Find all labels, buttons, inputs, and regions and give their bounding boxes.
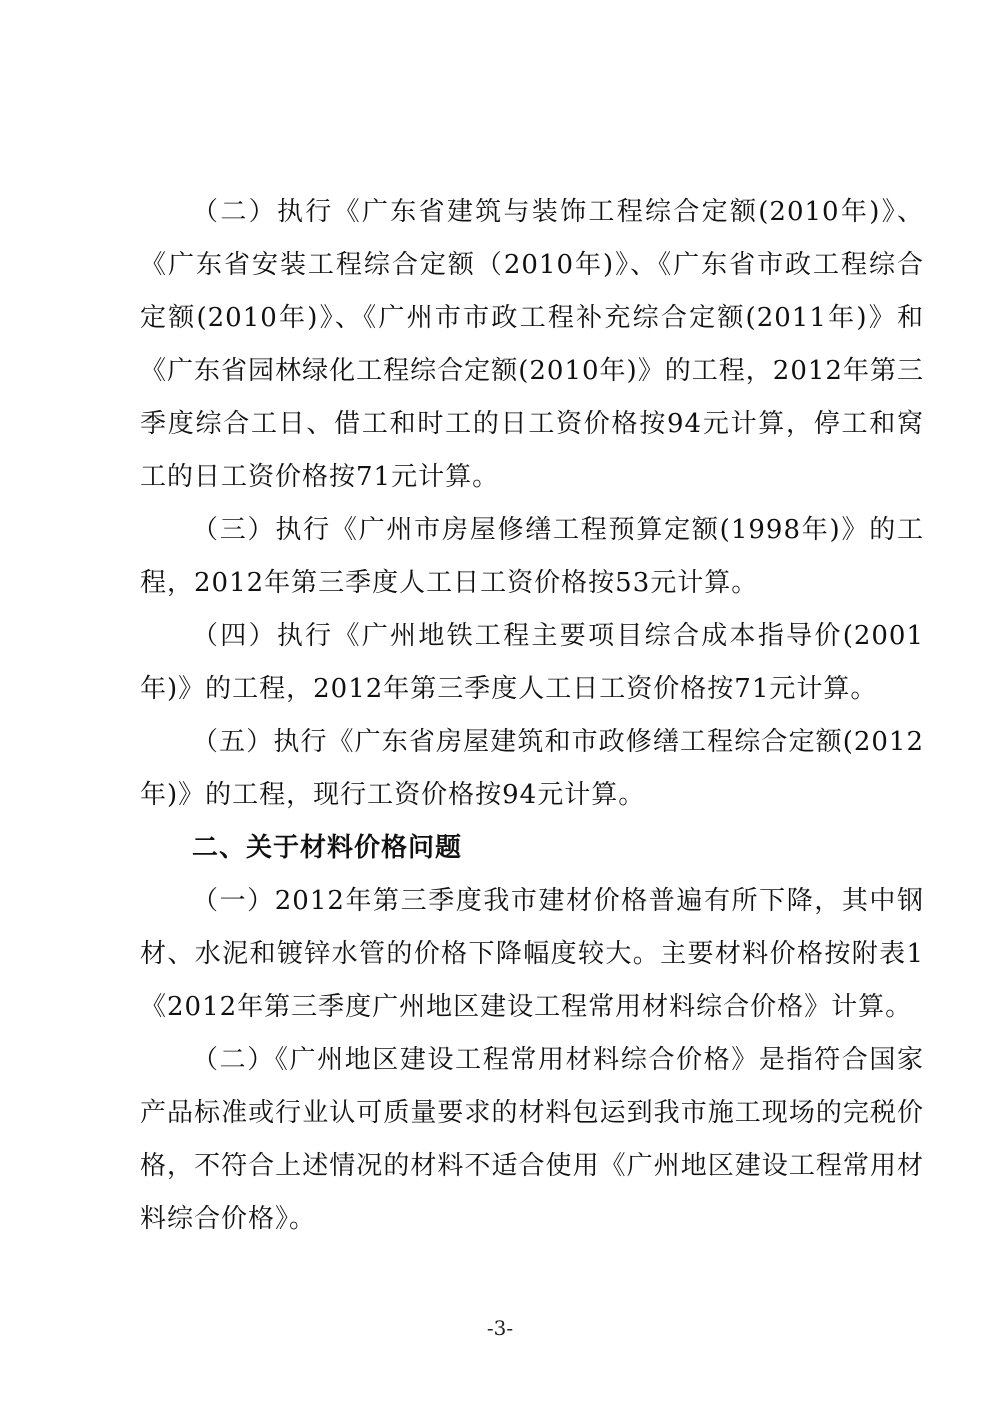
section-heading-material-price: 二、关于材料价格问题: [192, 833, 463, 863]
paragraph-labor-price-4: （四）执行《广州地铁工程主要项目综合成本指导价(2001年)》的工程，2012年第三季度人工日工资价格按71元计算。: [140, 621, 924, 704]
paragraph-material-price-2: （二）《广州地区建设工程常用材料综合价格》是指符合国家产品标准或行业认可质量要求的材料包运到我市施工现场的完税价格，不符合上述情况的材料不适合使用《广州地区建设工程常用材料综合价格》。: [140, 1045, 924, 1234]
paragraph-labor-price-2: （二）执行《广东省建筑与装饰工程综合定额(2010年)》、《广东省安装工程综合定额（2010年)》、《广东省市政工程综合定额(2010年)》、《广州市市政工程补充综合定额(2011年)》和《广东省园林绿化工程综合定额(2010年)》的工程，2012年第三季度综合工日、借工和时工的日工资价格按94元计算，停工和窝工的日工资价格按71元计算。: [140, 197, 924, 492]
paragraph-labor-price-3: （三）执行《广州市房屋修缮工程预算定额(1998年)》的工程，2012年第三季度人工日工资价格按53元计算。: [140, 515, 924, 598]
paragraph-material-price-1: （一）2012年第三季度我市建材价格普遍有所下降，其中钢材、水泥和镀锌水管的价格下降幅度较大。主要材料价格按附表1《2012年第三季度广州地区建设工程常用材料综合价格》计算。: [140, 886, 924, 1022]
page-number: -3-: [486, 1316, 514, 1340]
paragraph-labor-price-5: （五）执行《广东省房屋建筑和市政修缮工程综合定额(2012年)》的工程，现行工资价格按94元计算。: [140, 727, 924, 810]
document-body: [140, 186, 924, 1246]
